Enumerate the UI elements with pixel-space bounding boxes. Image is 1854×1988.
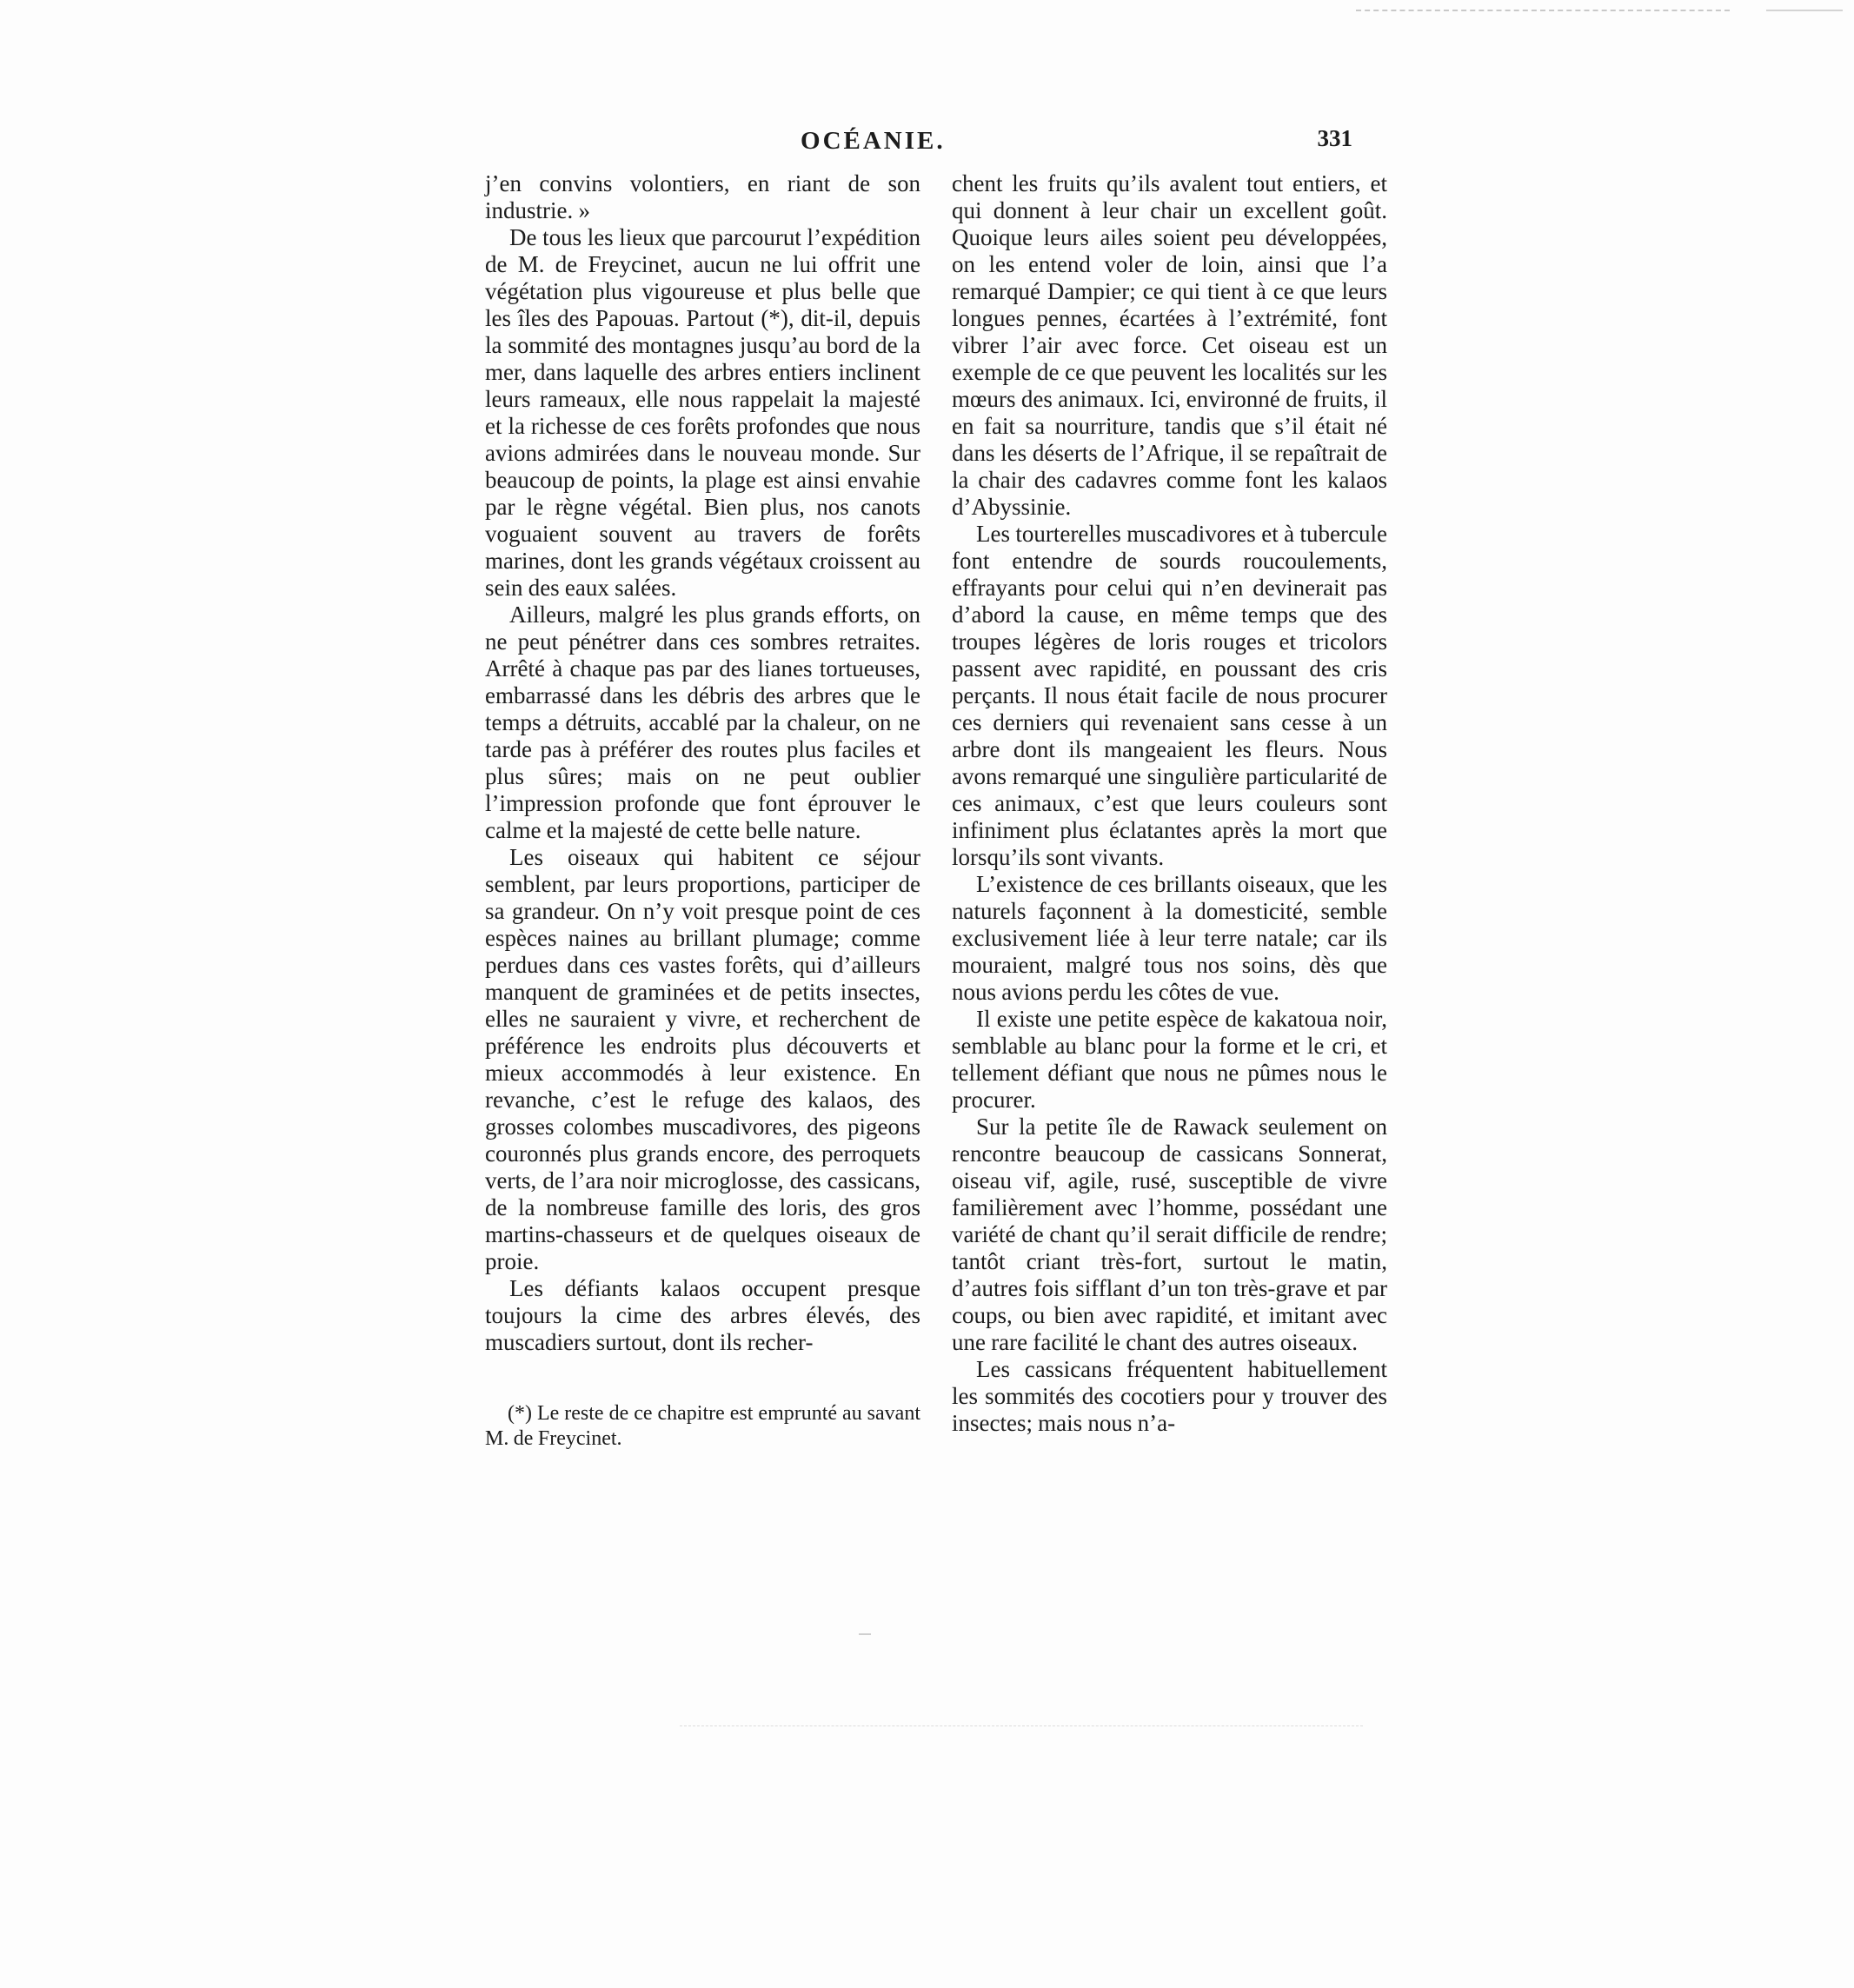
paragraph: Les tourterelles muscadivores et à tubercule font entendre de sourds roucoulements, effrayants pour celui qui n’en devinerait pas d’abord la cause, en même temps que des troupes légères de loris rouges et tricolors passent avec rapidité, en poussant des cris perçants. Il nous était facile de nous procurer ces derniers qui revenaient sans cesse à un arbre dont ils mangeaient les fleurs. Nous avons remarqué une singulière particularité de ces animaux, c’est que leurs couleurs sont infiniment plus éclatantes après la mort que lorsqu’ils sont vivants. xyxy=(952,521,1387,870)
right-column xyxy=(952,170,1387,1452)
footnote: (*) Le reste de ce chapitre est emprunté au savant M. de Freycinet. xyxy=(485,1402,920,1450)
left-column xyxy=(485,170,920,1452)
paragraph: L’existence de ces brillants oiseaux, que les naturels façonnent à la domesticité, semble exclusivement liée à leur terre natale; car ils mouraient, malgré tous nos soins, dès que nous avions perdu les côtes de vue. xyxy=(952,871,1387,1005)
scan-artifact-line xyxy=(1356,10,1730,11)
page-header-title: OCÉANIE. xyxy=(801,127,946,155)
scan-artifact-line xyxy=(680,1725,1363,1726)
text-columns xyxy=(485,170,1387,1452)
paragraph: Les oiseaux qui habitent ce séjour semblent, par leurs proportions, participer de sa grandeur. On n’y voit presque point de ces espèces naines au brillant plumage; comme perdues dans ces vastes forêts, qui d’ailleurs manquent de graminées et de petits insectes, elles ne sauraient y vivre, et recherchent de préférence les endroits plus découverts et mieux accommodés à leur existence. En revanche, c’est le refuge des kalaos, des grosses colombes muscadivores, des pigeons couronnés plus grands encore, des perroquets verts, de l’ara noir microglosse, des cassicans, de la nombreuse famille des loris, des gros martins-chasseurs et de quelques oiseaux de proie. xyxy=(485,844,920,1274)
paragraph: Ailleurs, malgré les plus grands efforts, on ne peut pénétrer dans ces sombres retraites. Arrêté à chaque pas par des lianes tortueuses, embarrassé dans les débris des arbres que le temps a détruits, accablé par la chaleur, on ne tarde pas à préférer des routes plus faciles et plus sûres; mais on ne peut oublier l’impression profonde que font éprouver le calme et la majesté de cette belle nature. xyxy=(485,602,920,843)
paragraph-continuation: j’en convins volontiers, en riant de son industrie. » xyxy=(485,170,920,223)
paragraph-continuation: chent les fruits qu’ils avalent tout entiers, et qui donnent à leur chair un excellent goût. Quoique leurs ailes soient peu développées, on les entend voler de loin, ainsi que l’a remarqué Dampier; ce qui tient à ce que leurs longues pennes, écartées à l’extrémité, font vibrer l’air avec force. Cet oiseau est un exemple de ce que peuvent les localités sur les mœurs des animaux. Ici, environné de fruits, il en fait sa nourriture, tandis que s’il était né dans les déserts de l’Afrique, il se repaîtrait de la chair des cadavres comme font les kalaos d’Abyssinie. xyxy=(952,170,1387,520)
paragraph: Les cassicans fréquentent habituellement les sommités des cocotiers pour y trouver des insectes; mais nous n’a- xyxy=(952,1356,1387,1436)
paragraph: Sur la petite île de Rawack seulement on rencontre beaucoup de cassicans Sonnerat, oiseau vif, agile, rusé, susceptible de vivre familièrement avec l’homme, possédant une variété de chant qu’il serait difficile de rendre; tantôt criant très-fort, surtout le matin, d’autres fois sifflant d’un ton très-grave et par coups, ou bien avec rapidité, et imitant avec une rare facilité le chant des autres oiseaux. xyxy=(952,1114,1387,1355)
scan-artifact-line xyxy=(1766,10,1843,11)
running-head xyxy=(485,127,1387,163)
paragraph: Les défiants kalaos occupent presque toujours la cime des arbres élevés, des muscadiers surtout, dont ils recher- xyxy=(485,1275,920,1355)
page-number: 331 xyxy=(1317,125,1352,151)
paragraph: Il existe une petite espèce de kakatoua noir, semblable au blanc pour la forme et le cri, et tellement défiant que nous ne pûmes nous le procurer. xyxy=(952,1006,1387,1113)
paragraph: De tous les lieux que parcourut l’expédition de M. de Freycinet, aucun ne lui offrit une végétation plus vigoureuse et plus belle que les îles des Papouas. Partout (*), dit-il, depuis la sommité des montagnes jusqu’au bord de la mer, dans laquelle des arbres entiers inclinent leurs rameaux, elle nous rappelait la majesté et la richesse de ces forêts profondes que nous avions admirées dans le nouveau monde. Sur beaucoup de points, la plage est ainsi envahie par le règne végétal. Bien plus, nos canots voguaient souvent au travers de forêts marines, dont les grands végétaux croissent au sein des eaux salées. xyxy=(485,224,920,601)
scan-artifact-mark xyxy=(859,1633,871,1635)
